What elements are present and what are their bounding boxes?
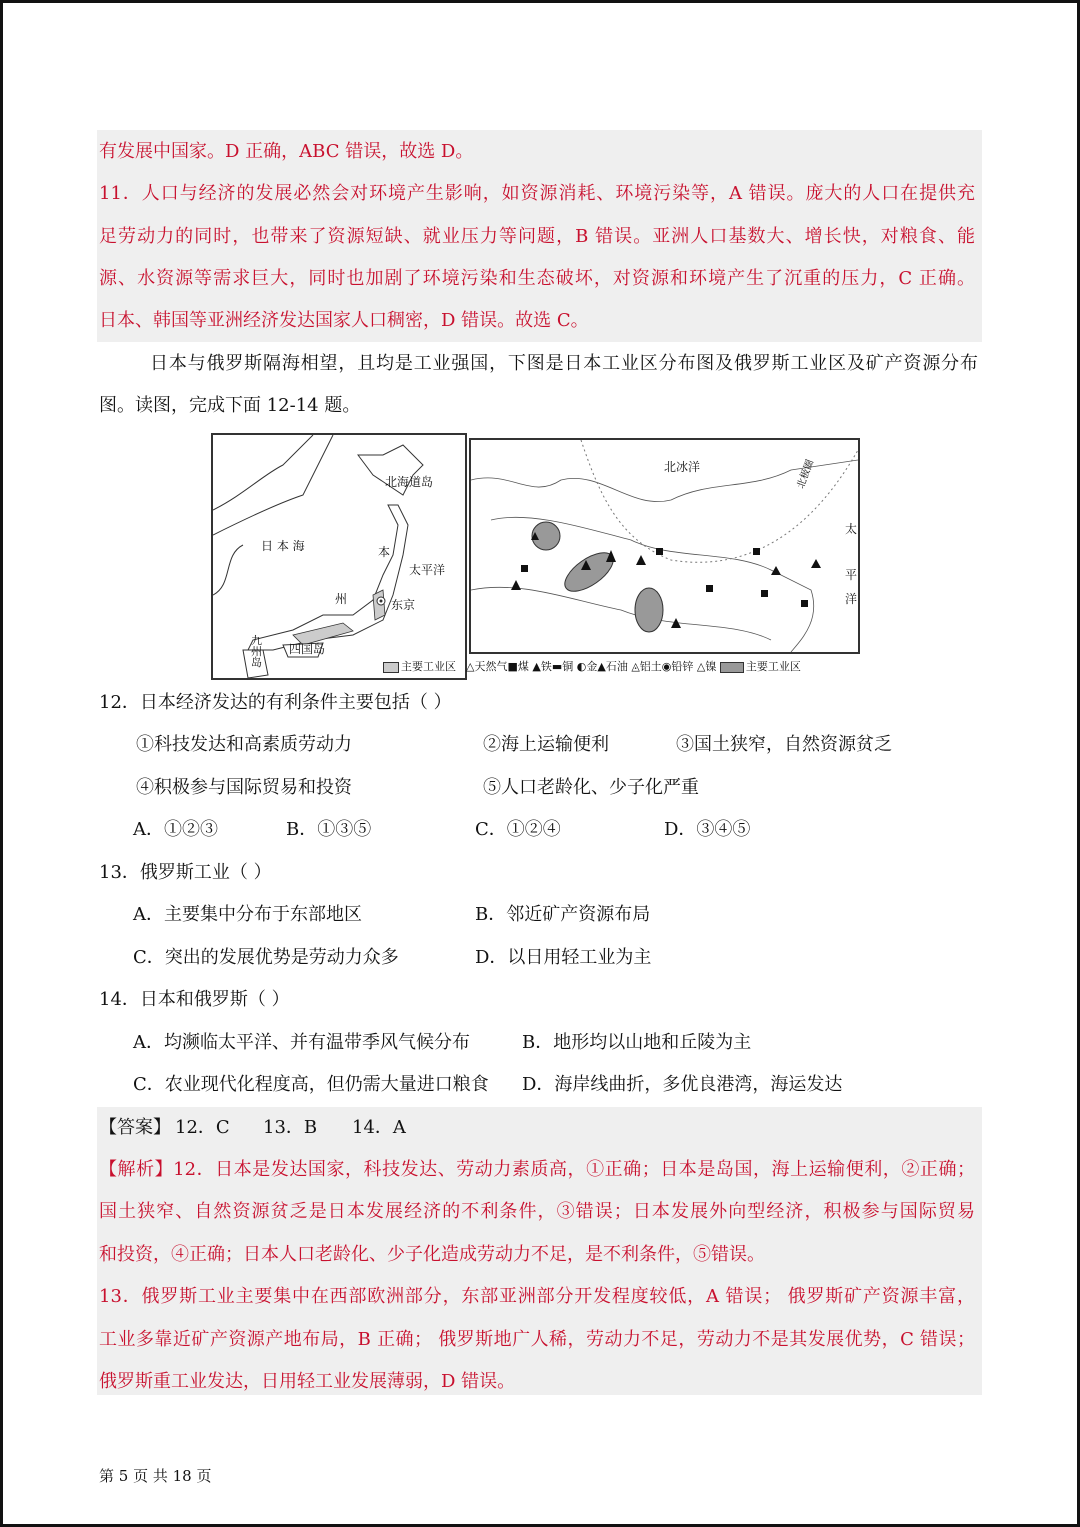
q12-option-d[interactable]: D．③④⑤ [664, 819, 751, 840]
analysis-line: 和投资，④正确；日本人口老龄化、少子化造成劳动力不足，是不利条件，⑤错误。 [99, 1244, 765, 1265]
analysis-line: 【解析】12．日本是发达国家，科技发达、劳动力素质高，①正确；日本是岛国，海上运输便利，②正确； [99, 1159, 975, 1180]
q13-option-d[interactable]: D．以日用轻工业为主 [475, 947, 652, 968]
gold-icon: ◐ [576, 660, 587, 673]
q12-item: ④积极参与国际贸易和投资 [136, 777, 352, 798]
label-zhou: 州 [335, 592, 348, 606]
q14-option-c[interactable]: C．农业现代化程度高，但仍需大量进口粮食 [133, 1074, 489, 1095]
legend-label: 铝土 [639, 660, 662, 673]
analysis-line: 源、水资源等需求巨大，同时也加剧了环境污染和生态破坏，对资源和环境产生了沉重的压力，C 正确。 [99, 268, 975, 289]
lead-zinc-icon: ◉ [661, 660, 672, 673]
q14-option-d[interactable]: D．海岸线曲折，多优良港湾，海运发达 [522, 1074, 843, 1095]
legend-label: 石油 [605, 660, 628, 673]
japan-industrial-map [211, 433, 467, 680]
legend-label: 铅锌 [671, 660, 694, 673]
intro-line: 日本与俄罗斯隔海相望，且均是工业强国，下图是日本工业区分布图及俄罗斯工业区及矿产资源分布 [150, 353, 978, 374]
legend-label: 主要工业区 [401, 660, 456, 673]
q12-option-c[interactable]: C．①②④ [475, 819, 561, 840]
iron-icon: ▲ [532, 660, 541, 673]
analysis-line: 足劳动力的同时，也带来了资源短缺、就业压力等问题，B 错误。亚洲人口基数大、增长快，对粮食、能 [99, 226, 975, 247]
label-shikoku: 四国岛 [289, 642, 326, 656]
oil-icon: ▲ [597, 660, 606, 673]
question-14-stem: 14．日本和俄罗斯（ ） [99, 989, 290, 1010]
legend-swatch [720, 662, 744, 673]
analysis-line: 有发展中国家。D 正确，ABC 错误，故选 D。 [99, 141, 474, 162]
q13-option-a[interactable]: A．主要集中分布于东部地区 [133, 904, 362, 925]
q12-item: ①科技发达和高素质劳动力 [136, 734, 352, 755]
japan-legend [383, 658, 456, 674]
q12-item: ②海上运输便利 [483, 734, 609, 755]
label-pacific: 太平洋 [409, 563, 446, 577]
label-arctic-ocean: 北冰洋 [664, 460, 701, 474]
answer-14: 14．A [352, 1117, 406, 1138]
page-footer: 第 5 页 共 18 页 [99, 1467, 212, 1485]
legend-label: 天然气 [474, 660, 508, 673]
analysis-line: 俄罗斯重工业发达，日用轻工业发展薄弱，D 错误。 [99, 1371, 516, 1392]
q12-item: ③国土狭窄，自然资源贫乏 [676, 734, 892, 755]
analysis-line: 13．俄罗斯工业主要集中在西部欧洲部分，东部亚洲部分开发程度较低，A 错误； 俄罗斯矿产资源丰富， [99, 1286, 975, 1307]
analysis-line: 国土狭窄、自然资源贫乏是日本发展经济的不利条件，③错误；日本发展外向型经济，积极参与国际贸易 [99, 1201, 975, 1222]
analysis-line: 工业多靠近矿产资源产地布局，B 正确； 俄罗斯地广人稀，劳动力不足，劳动力不是其发展优势，C 错误； [99, 1329, 975, 1350]
bauxite-icon: ◬ [631, 660, 640, 673]
label-hokkaido: 北海道岛 [385, 475, 434, 489]
label-arctic-circle: 北极圈 [795, 458, 817, 491]
legend-label: 煤 [517, 660, 529, 673]
answer-label: 【答案】 [99, 1117, 171, 1138]
answer-13: 13．B [263, 1117, 318, 1138]
label-pacific-1: 太 [845, 522, 858, 536]
q13-option-b[interactable]: B．邻近矿产资源布局 [475, 904, 651, 925]
label-kyushu: 九州岛 [251, 634, 262, 669]
legend-label: 铁 [540, 660, 552, 673]
russia-legend [466, 658, 801, 674]
analysis-line: 日本、韩国等亚洲经济发达国家人口稠密，D 错误。故选 C。 [99, 310, 589, 331]
label-tokyo: 东京 [391, 598, 416, 612]
q12-option-b[interactable]: B．①③⑤ [286, 819, 372, 840]
q12-option-a[interactable]: A．①②③ [133, 819, 218, 840]
natural-gas-icon: △ [466, 660, 475, 673]
russia-resource-map [469, 438, 860, 654]
intro-line: 图。读图，完成下面 12-14 题。 [99, 395, 361, 416]
question-12-stem: 12．日本经济发达的有利条件主要包括（ ） [99, 692, 452, 713]
question-13-stem: 13．俄罗斯工业（ ） [99, 862, 272, 883]
legend-label: 铜 [562, 660, 574, 673]
q14-option-b[interactable]: B．地形均以山地和丘陵为主 [522, 1032, 752, 1053]
q12-item: ⑤人口老龄化、少子化严重 [483, 777, 699, 798]
answer-12: 12．C [175, 1117, 230, 1138]
label-pacific-2: 平 [845, 568, 858, 582]
coal-icon: ■ [507, 660, 518, 673]
label-pacific-3: 洋 [845, 592, 858, 606]
analysis-line: 11．人口与经济的发展必然会对环境产生影响，如资源消耗、环境污染等，A 错误。庞大的人口在提供充 [99, 183, 975, 204]
q14-option-a[interactable]: A．均濒临太平洋、并有温带季风气候分布 [133, 1032, 470, 1053]
legend-swatch [383, 662, 399, 673]
legend-label: 金 [586, 660, 598, 673]
nickel-icon: △ [696, 660, 706, 673]
label-sea-of-japan: 日 本 海 [261, 539, 305, 553]
q13-option-c[interactable]: C．突出的发展优势是劳动力众多 [133, 947, 399, 968]
legend-label: 镍 [705, 660, 717, 673]
label-hon: 本 [378, 545, 391, 559]
copper-icon: ▬ [551, 660, 563, 673]
legend-label: 主要工业区 [745, 660, 801, 673]
